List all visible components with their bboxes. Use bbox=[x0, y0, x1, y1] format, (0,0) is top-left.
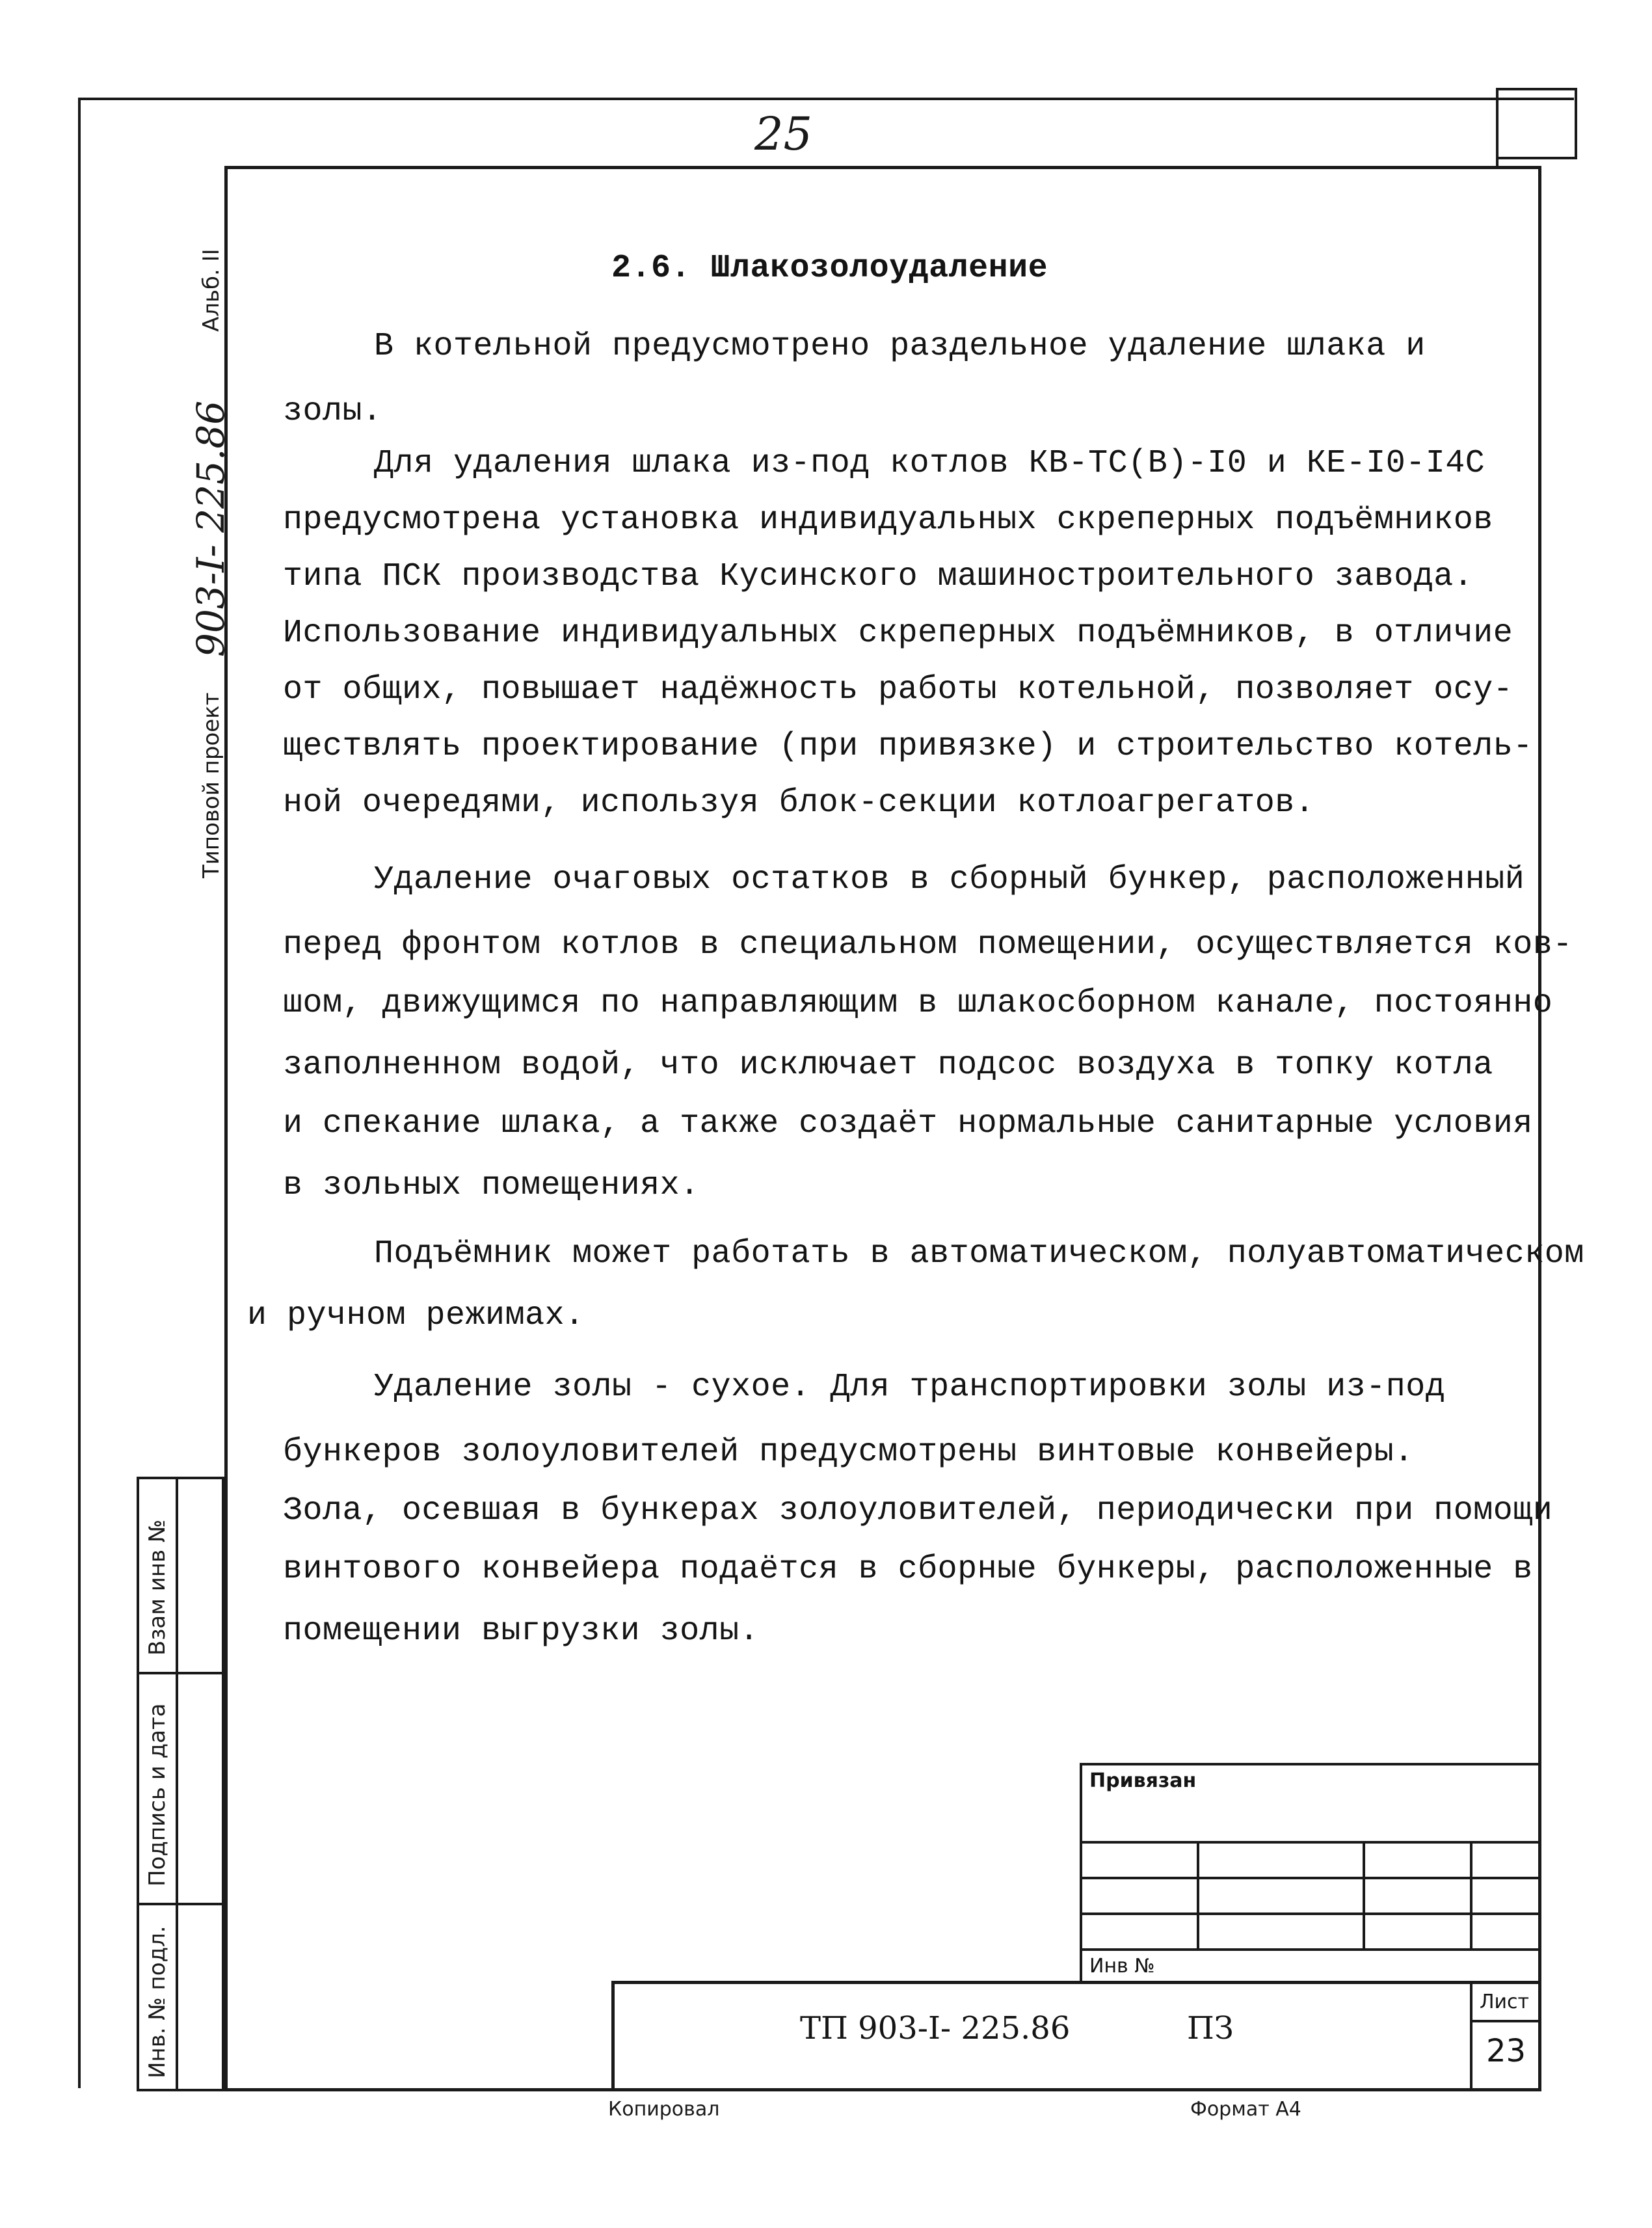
text-line-3: Для удаления шлака из-под котлов КВ-ТС(В)-I0 и КЕ-I0-I4С bbox=[374, 445, 1485, 482]
side-project-label: Типовой проект bbox=[198, 692, 224, 878]
stamp-col-2 bbox=[1363, 1841, 1365, 1948]
sheet-number: 23 bbox=[1486, 2033, 1526, 2069]
text-line-20: Зола, осевшая в бункерах золоуловителей, периодически при помощи bbox=[283, 1492, 1553, 1529]
stamp-row-4 bbox=[1080, 1948, 1541, 1951]
side-signature-date: Подпись и дата bbox=[144, 1703, 170, 1886]
inv-no-label: Инв № bbox=[1089, 1955, 1155, 1978]
privyazan-label: Привязан bbox=[1089, 1769, 1197, 1792]
side-album: Альб. II bbox=[198, 248, 224, 332]
text-line-6: Использование индивидуальных скреперных подъёмников, в отличие bbox=[283, 615, 1513, 652]
text-line-21: винтового конвейера подаётся в сборные бункеры, расположенные в bbox=[283, 1551, 1533, 1588]
text-line-14: и спекание шлака, а также создаёт нормальные санитарные условия bbox=[283, 1105, 1533, 1142]
text-line-22: помещении выгрузки золы. bbox=[283, 1613, 760, 1650]
title-block-divider bbox=[1470, 1981, 1472, 2091]
section-heading: 2.6. Шлакозолоудаление bbox=[611, 250, 1048, 287]
side-project-code: 903-I- 225.86 bbox=[189, 400, 233, 657]
corner-divider bbox=[1496, 88, 1499, 166]
stamp-col-1 bbox=[1197, 1841, 1199, 1948]
side-vzam-inv: Взам инв № bbox=[144, 1519, 170, 1656]
text-line-9: ной очередями, используя блок-секции котлоагрегатов. bbox=[283, 785, 1315, 822]
title-block bbox=[611, 1981, 1541, 2091]
text-line-10: Удаление очаговых остатков в сборный бункер, расположенный bbox=[374, 861, 1525, 898]
doc-type: ПЗ bbox=[1187, 2010, 1234, 2047]
text-line-19: бункеров золоуловителей предусмотрены винтовые конвейеры. bbox=[283, 1434, 1414, 1471]
footer-copied: Копировал bbox=[608, 2098, 720, 2121]
side-inv-podl: Инв. № подл. bbox=[144, 1926, 170, 2078]
sheet-divider bbox=[1470, 2020, 1541, 2022]
text-line-8: ществлять проектирование (при привязке) и строительство котель- bbox=[283, 728, 1533, 765]
text-line-2: золы. bbox=[283, 393, 382, 430]
text-line-16: Подъёмник может работать в автоматическом, полуавтоматическом bbox=[374, 1235, 1584, 1272]
left-stamp-divider bbox=[176, 1477, 178, 2091]
doc-code: ТП 903-I- 225.86 bbox=[800, 2010, 1071, 2047]
text-line-5: типа ПСК производства Кусинского машиностроительного завода. bbox=[283, 558, 1474, 595]
text-line-13: заполненном водой, что исключает подсос воздуха в топку котла bbox=[283, 1047, 1493, 1084]
text-line-7: от общих, повышает надёжность работы котельной, позволяет осу- bbox=[283, 671, 1513, 708]
footer-format: Формат А4 bbox=[1190, 2098, 1301, 2121]
left-stamp-row-1 bbox=[137, 1672, 224, 1674]
text-line-18: Удаление золы - сухое. Для транспортировки золы из-под bbox=[374, 1369, 1446, 1406]
text-line-17: и ручном режимах. bbox=[247, 1297, 585, 1334]
text-line-1: В котельной предусмотрено раздельное удаление шлака и bbox=[374, 328, 1426, 365]
page-number: 25 bbox=[754, 107, 813, 161]
stamp-col-3 bbox=[1470, 1841, 1472, 1948]
sheet-label: Лист bbox=[1480, 1991, 1530, 2013]
text-line-4: предусмотрена установка индивидуальных скреперных подъёмников bbox=[283, 502, 1493, 539]
text-line-11: перед фронтом котлов в специальном помещении, осуществляется ков- bbox=[283, 926, 1573, 963]
corner-box bbox=[1496, 88, 1577, 159]
text-line-12: шом, движущимся по направляющим в шлакосборном канале, постоянно bbox=[283, 985, 1553, 1022]
text-line-15: в зольных помещениях. bbox=[283, 1167, 700, 1204]
left-stamp-row-2 bbox=[137, 1903, 224, 1905]
